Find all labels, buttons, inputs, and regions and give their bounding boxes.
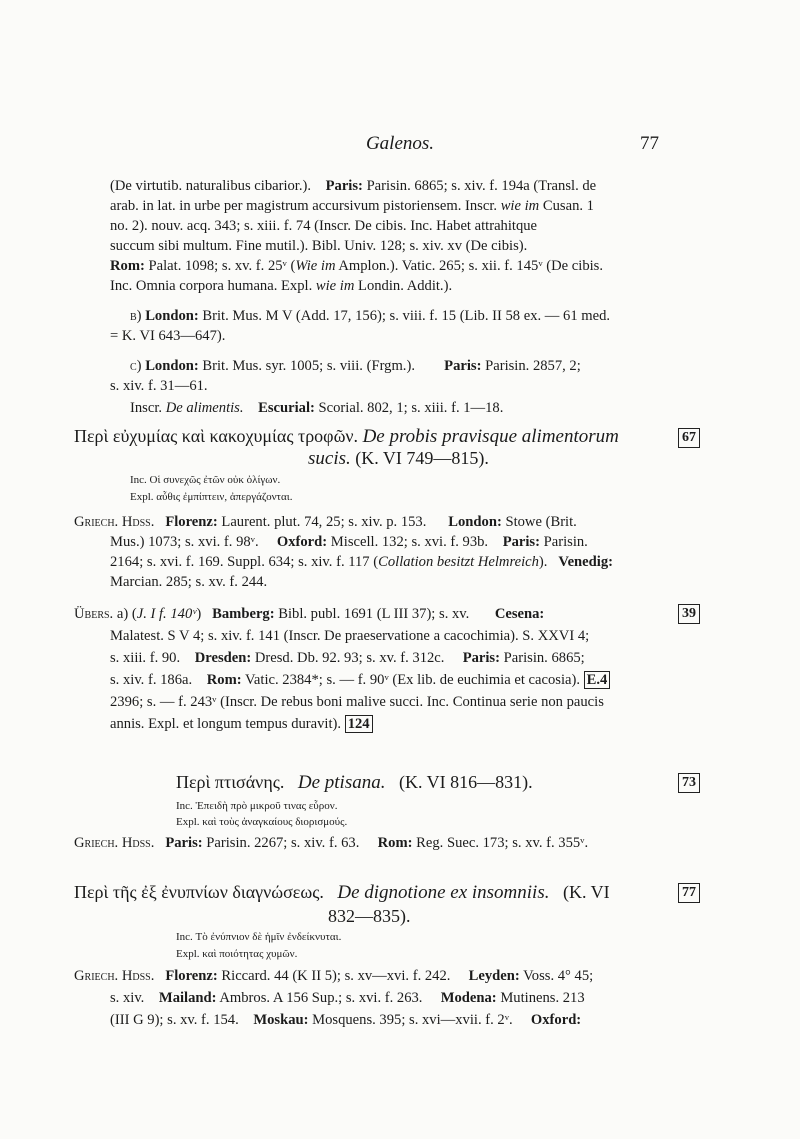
text-line: Inscr. De alimentis. Escurial: Scorial. 802, 1; s. xiii. f. 1—18. (130, 400, 504, 416)
incipit: Inc. Ἐπειδὴ πρὸ μικροῦ τινας εὗρον. (176, 800, 338, 812)
text-line: c) London: Brit. Mus. syr. 1005; s. viii. (Frgm.). Paris: Parisin. 2857, 2; (130, 358, 581, 374)
reference-box: 67 (678, 428, 700, 448)
text-line: Inc. Omnia corpora humana. Expl. wie im Londin. Addit.). (110, 278, 453, 294)
explicit: Expl. αὖθις ἐμπίπτειν, ἀπεργάζονται. (130, 491, 293, 503)
section-heading: 832—835). (328, 906, 411, 926)
reference-box: 73 (678, 773, 700, 793)
text-line: = K. VI 643—647). (110, 328, 226, 344)
section-heading: sucis. (K. VI 749—815). (308, 448, 489, 469)
text-line: Griech. Hdss. Florenz: Riccard. 44 (K II 5); s. xv—xvi. f. 242. Leyden: Voss. 4° 45; (74, 968, 594, 984)
text-line: arab. in lat. in urbe per magistrum accursivum pistoriensem. Inscr. wie im Cusan. 1 (110, 198, 594, 214)
explicit: Expl. καὶ ποιότητας χυμῶν. (176, 948, 298, 960)
text-line: Übers. a) (J. I f. 140ᵛ) Bamberg: Bibl. publ. 1691 (L III 37); s. xv. Cesena: (74, 606, 545, 622)
text-line: Griech. Hdss. Paris: Parisin. 2267; s. xiv. f. 63. Rom: Reg. Suec. 173; s. xv. f. 355ᵛ. (74, 835, 589, 851)
text-line: s. xiii. f. 90. Dresden: Dresd. Db. 92. 93; s. xv. f. 312c. Paris: Parisin. 6865; (110, 650, 585, 666)
text-line: succum sibi multum. Fine mutil.). Bibl. Univ. 128; s. xiv. xv (De cibis). (110, 238, 528, 254)
page-number: 77 (640, 133, 659, 154)
text-line: s. xiv. f. 186a. Rom: Vatic. 2384*; s. — f. 90ᵛ (Ex lib. de euchimia et cacosia). E.4 (110, 670, 610, 690)
incipit: Inc. Τὸ ἐνύπνιον δὲ ἡμῖν ἐνδείκνυται. (176, 931, 342, 943)
text-line: (III G 9); s. xv. f. 154. Moskau: Mosquens. 395; s. xvi—xvii. f. 2ᵛ. Oxford: (110, 1012, 582, 1028)
explicit: Expl. καὶ τοὺς ἀναγκαίους διορισμούς. (176, 816, 348, 828)
text-line: no. 2). nouv. acq. 343; s. xiii. f. 74 (Inscr. De cibis. Inc. Habet attrahitque (110, 218, 538, 234)
text-line: 2396; s. — f. 243ᵛ (Inscr. De rebus boni malive succi. Inc. Continua serie non paucis (110, 694, 604, 710)
text-line: annis. Expl. et longum tempus duravit). 124 (110, 714, 373, 734)
reference-box: 39 (678, 604, 700, 624)
text-line: Malatest. S V 4; s. xiv. f. 141 (Inscr. De praeservatione a cacochimia). S. XXVI 4; (110, 628, 590, 644)
text-line: Rom: Palat. 1098; s. xv. f. 25ᵛ (Wie im Amplon.). Vatic. 265; s. xii. f. 145ᵛ (De cibis. (110, 258, 603, 274)
incipit: Inc. Οἱ συνεχῶς ἐτῶν οὐκ ὀλίγων. (130, 474, 281, 486)
text-line: s. xiv. f. 31—61. (110, 378, 208, 394)
text-line: Griech. Hdss. Florenz: Laurent. plut. 74, 25; s. xiv. p. 153. London: Stowe (Brit. (74, 514, 577, 530)
text-line: s. xiv. Mailand: Ambros. A 156 Sup.; s. xvi. f. 263. Modena: Mutinens. 213 (110, 990, 585, 1006)
running-title: Galenos. (365, 133, 435, 154)
text-line: Mus.) 1073; s. xvi. f. 98ᵛ. Oxford: Miscell. 132; s. xvi. f. 93b. Paris: Parisin. (110, 534, 588, 550)
section-heading: Περὶ τῆς ἐξ ἐνυπνίων διαγνώσεως. De dignotione ex insomniis. (K. VI (74, 882, 610, 903)
section-heading: Περὶ εὐχυμίας καὶ κακοχυμίας τροφῶν. De probis pravisque alimentorum (74, 426, 619, 447)
section-heading: Περὶ πτισάνης. De ptisana. (K. VI 816—831). (176, 772, 533, 793)
reference-box: 77 (678, 883, 700, 903)
text-line: 2164; s. xvi. f. 169. Suppl. 634; s. xiv. f. 117 (Collation besitzt Helmreich). Venedig: (110, 554, 613, 570)
text-line: Marcian. 285; s. xv. f. 244. (110, 574, 268, 590)
text-line: (De virtutib. naturalibus cibarior.). Paris: Parisin. 6865; s. xiv. f. 194a (Transl. de (110, 178, 597, 194)
text-line: b) London: Brit. Mus. M V (Add. 17, 156); s. viii. f. 15 (Lib. II 58 ex. — 61 med. (130, 308, 611, 324)
